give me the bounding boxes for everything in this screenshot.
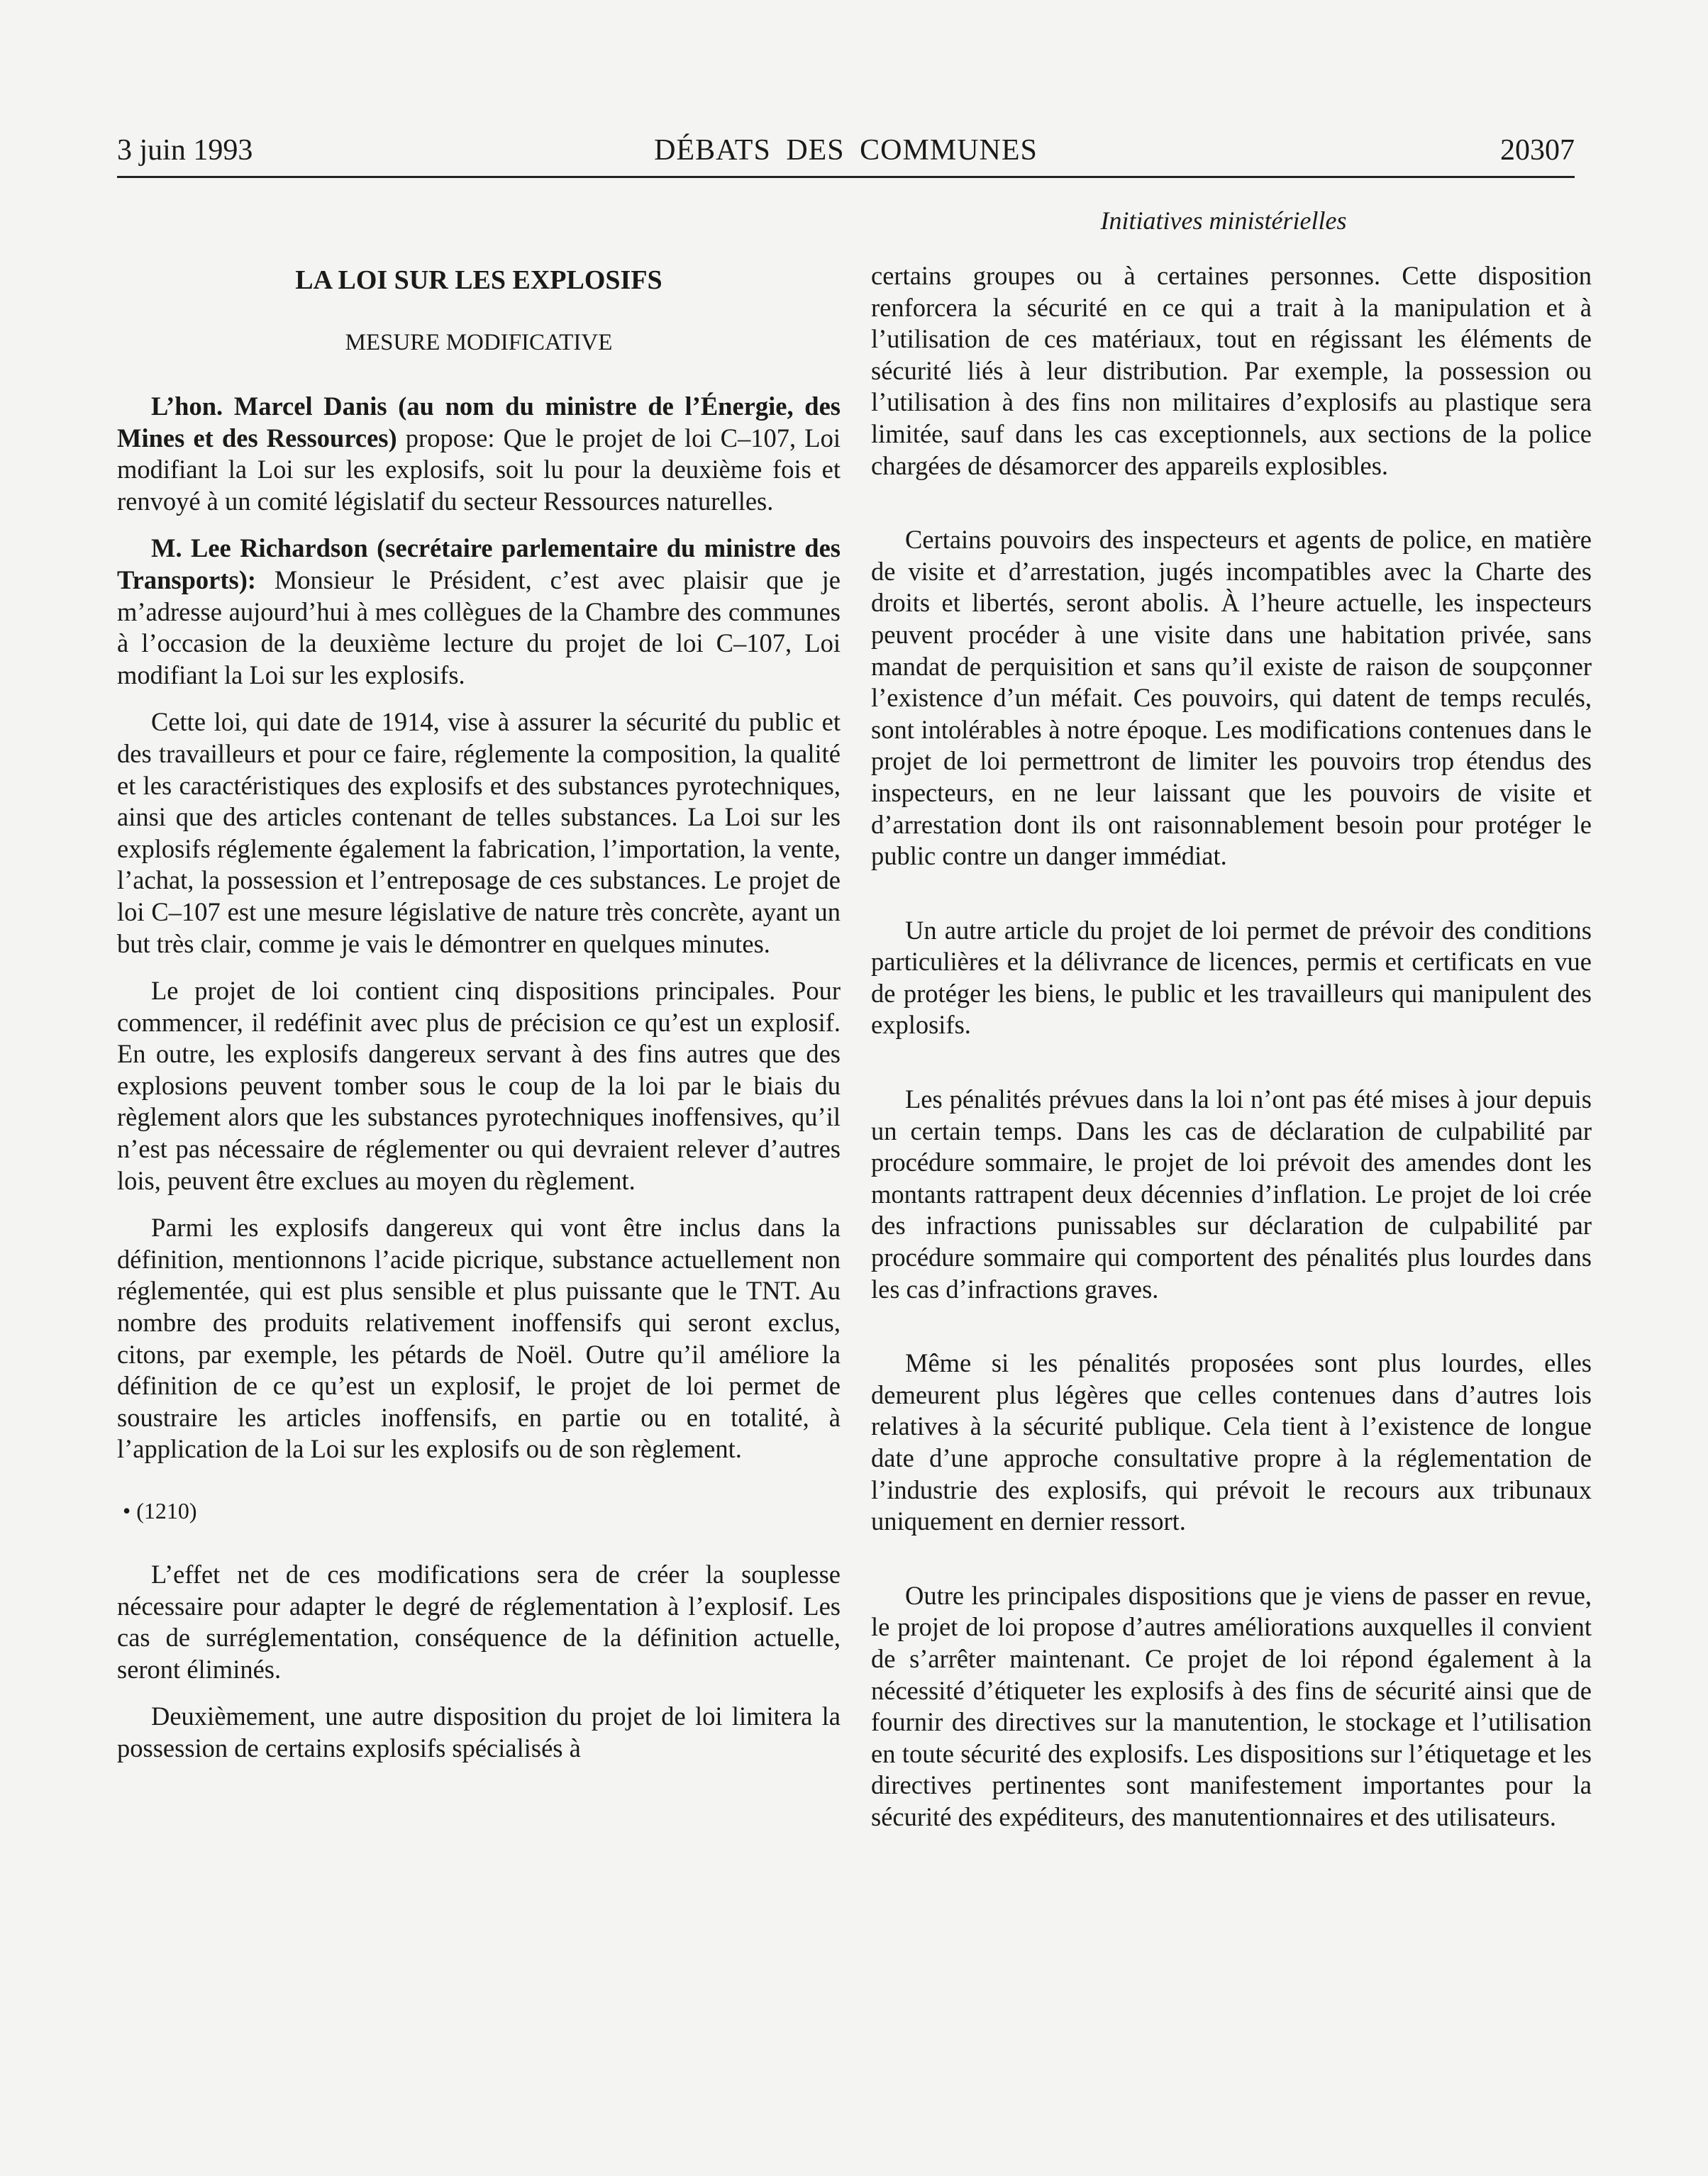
speaker-name: M. Lee Richardson (secrétaire parlementaire du ministre des Transports): [117, 533, 841, 594]
paragraph-danis-motion [117, 391, 841, 517]
paragraph: Certains pouvoirs des inspecteurs et agents de police, en matière de visite et d’arrestation, jugés incompatibles avec la Charte des droits et libertés, seront abolis. À l’heure actuelle, les inspecteurs peuvent procéder à une visite dans une habitation privée, sans mandat de perquisition et sans qu’il existe de raison de soupçonner l’existence d’un méfait. Ces pouvoirs, qui datent de temps reculés, sont intolérables à notre époque. Les modifications contenues dans le projet de loi permettront de limiter les pouvoirs trop étendus des inspecteurs, en ne leur laissant que les pouvoirs de visite et d’arrestation dont ils ont raisonnablement besoin pour protéger le public contre un danger immédiat. [871, 525, 1592, 871]
paragraph: Outre les principales dispositions que je viens de passer en revue, le projet de loi propose d’autres améliorations auxquelles il convient de s’arrêter maintenant. Ce projet de loi répond également à la nécessité d’étiqueter les explosifs à des fins de sécurité ainsi que de fournir des directives sur la manutention, le stockage et l’utilisation en toute sécurité des explosifs. Les dispositions sur l’étiquetage et les directives pertinentes sont manifestement importantes pour la sécurité des expéditeurs, des manutentionnaires et des utilisateurs. [871, 1580, 1592, 1831]
running-header [117, 133, 1575, 178]
header-date: 3 juin 1993 [117, 134, 253, 167]
section-label: Initiatives ministérielles [1100, 206, 1347, 235]
paragraph: L’effet net de ces modifications sera de créer la souplesse nécessaire pour adapter le degré de réglementation à l’explosif. Les cas de surréglementation, conséquence de la définition actuelle, seront éliminés. [117, 1560, 841, 1684]
paragraph: Cette loi, qui date de 1914, vise à assurer la sécurité du public et des travailleurs et pour ce faire, réglemente la composition, la qualité et les caractéristiques des explosifs et des substances pyrotechniques, ainsi que des articles contenant de telles substances. La Loi sur les explosifs réglemente également la fabrication, l’importation, la vente, l’achat, la possession et l’entreposage de ces substances. Le projet de loi C–107 est une mesure législative de nature très concrète, ayant un but très clair, comme je vais le démontrer en quelques minutes. [117, 707, 841, 958]
paragraph-text: Monsieur le Président, c’est avec plaisir que je m’adresse aujourd’hui à mes collègues de la Chambre des communes à l’occasion de la deuxième lecture du projet de loi C–107, Loi modifiant la Loi sur les explosifs. [117, 565, 841, 689]
paragraph: Le projet de loi contient cinq dispositions principales. Pour commencer, il redéfinit avec plus de précision ce qu’est un explosif. En outre, les explosifs dangereux servant à des fins autres que des explosions peuvent tomber sous le coup de la loi par le biais du règlement alors que les substances pyrotechniques inoffensives, qu’il n’est pas nécessaire de réglementer ou qui devraient relever d’autres lois, peuvent être exclues au moyen du règlement. [117, 976, 841, 1195]
paragraph: Même si les pénalités proposées sont plus lourdes, elles demeurent plus légères que celles contenues dans d’autres lois relatives à la sécurité publique. Cela tient à l’existence de longue date d’une approche consultative propre à la réglementation de l’industrie des explosifs, qui prévoit le recours aux tribunaux uniquement en dernier ressort. [871, 1348, 1592, 1536]
paragraph: Deuxièmement, une autre disposition du projet de loi limitera la possession de certains explosifs spécialisés à [117, 1702, 841, 1763]
paragraph: Parmi les explosifs dangereux qui vont être inclus dans la définition, mentionnons l’acide picrique, substance actuellement non réglementée, qui est plus sensible et plus puissante que le TNT. Au nombre des produits relativement inoffensifs qui seront exclus, citons, par exemple, les pétards de Noël. Outre qu’il améliore la définition de ce qu’est un explosif, le projet de loi permet de soustraire les articles inoffensifs, en partie ou en totalité, à l’application de la Loi sur les explosifs ou de son règlement. [117, 1213, 841, 1464]
right-column [871, 260, 1592, 1833]
left-column [117, 252, 841, 1765]
paragraph-continued: certains groupes ou à certaines personnes. Cette disposition renforcera la sécurité en ce qui a trait à la manipulation et à l’utilisation de ces matériaux, tout en régissant les éléments de sécurité liés à leur distribution. Par exemple, la possession ou l’utilisation à des fins non militaires d’explosifs au plastique sera limitée, sauf dans les cas exceptionnels, aux sections de la police chargées de désamorcer des appareils explosibles. [871, 261, 1592, 480]
article-subheading: MESURE MODIFICATIVE [345, 330, 613, 355]
speaker-name: L’hon. Marcel Danis (au nom du ministre de l’Énergie, des Mines et des Ressources) [117, 392, 841, 453]
paragraph: Les pénalités prévues dans la loi n’ont pas été mises à jour depuis un certain temps. Dans les cas de déclaration de culpabilité par procédure sommaire, le projet de loi prévoit des amendes dont les montants rattrapent deux décennies d’inflation. Le projet de loi crée des infractions punissables sur déclaration de culpabilité par procédure sommaire qui comportent des pénalités plus lourdes dans les cas d’infractions graves. [871, 1084, 1592, 1304]
paragraph: Un autre article du projet de loi permet de prévoir des conditions particulières et la délivrance de licences, permis et certificats en vue de protéger les biens, le public et les travailleurs qui manipulent des explosifs. [871, 915, 1592, 1040]
article-heading: LA LOI SUR LES EXPLOSIFS [295, 265, 662, 295]
paragraph-richardson-intro [117, 533, 841, 691]
paragraph-text: propose: Que le projet de loi C–107, Loi modifiant la Loi sur les explosifs, soit lu pour la deuxième fois et renvoyé à un comité législatif du secteur Ressources naturelles. [117, 423, 841, 516]
header-publication-title: DÉBATS DES COMMUNES [654, 134, 1038, 167]
timestamp-marker: • (1210) [123, 1498, 197, 1523]
header-page-number: 20307 [1500, 134, 1575, 167]
